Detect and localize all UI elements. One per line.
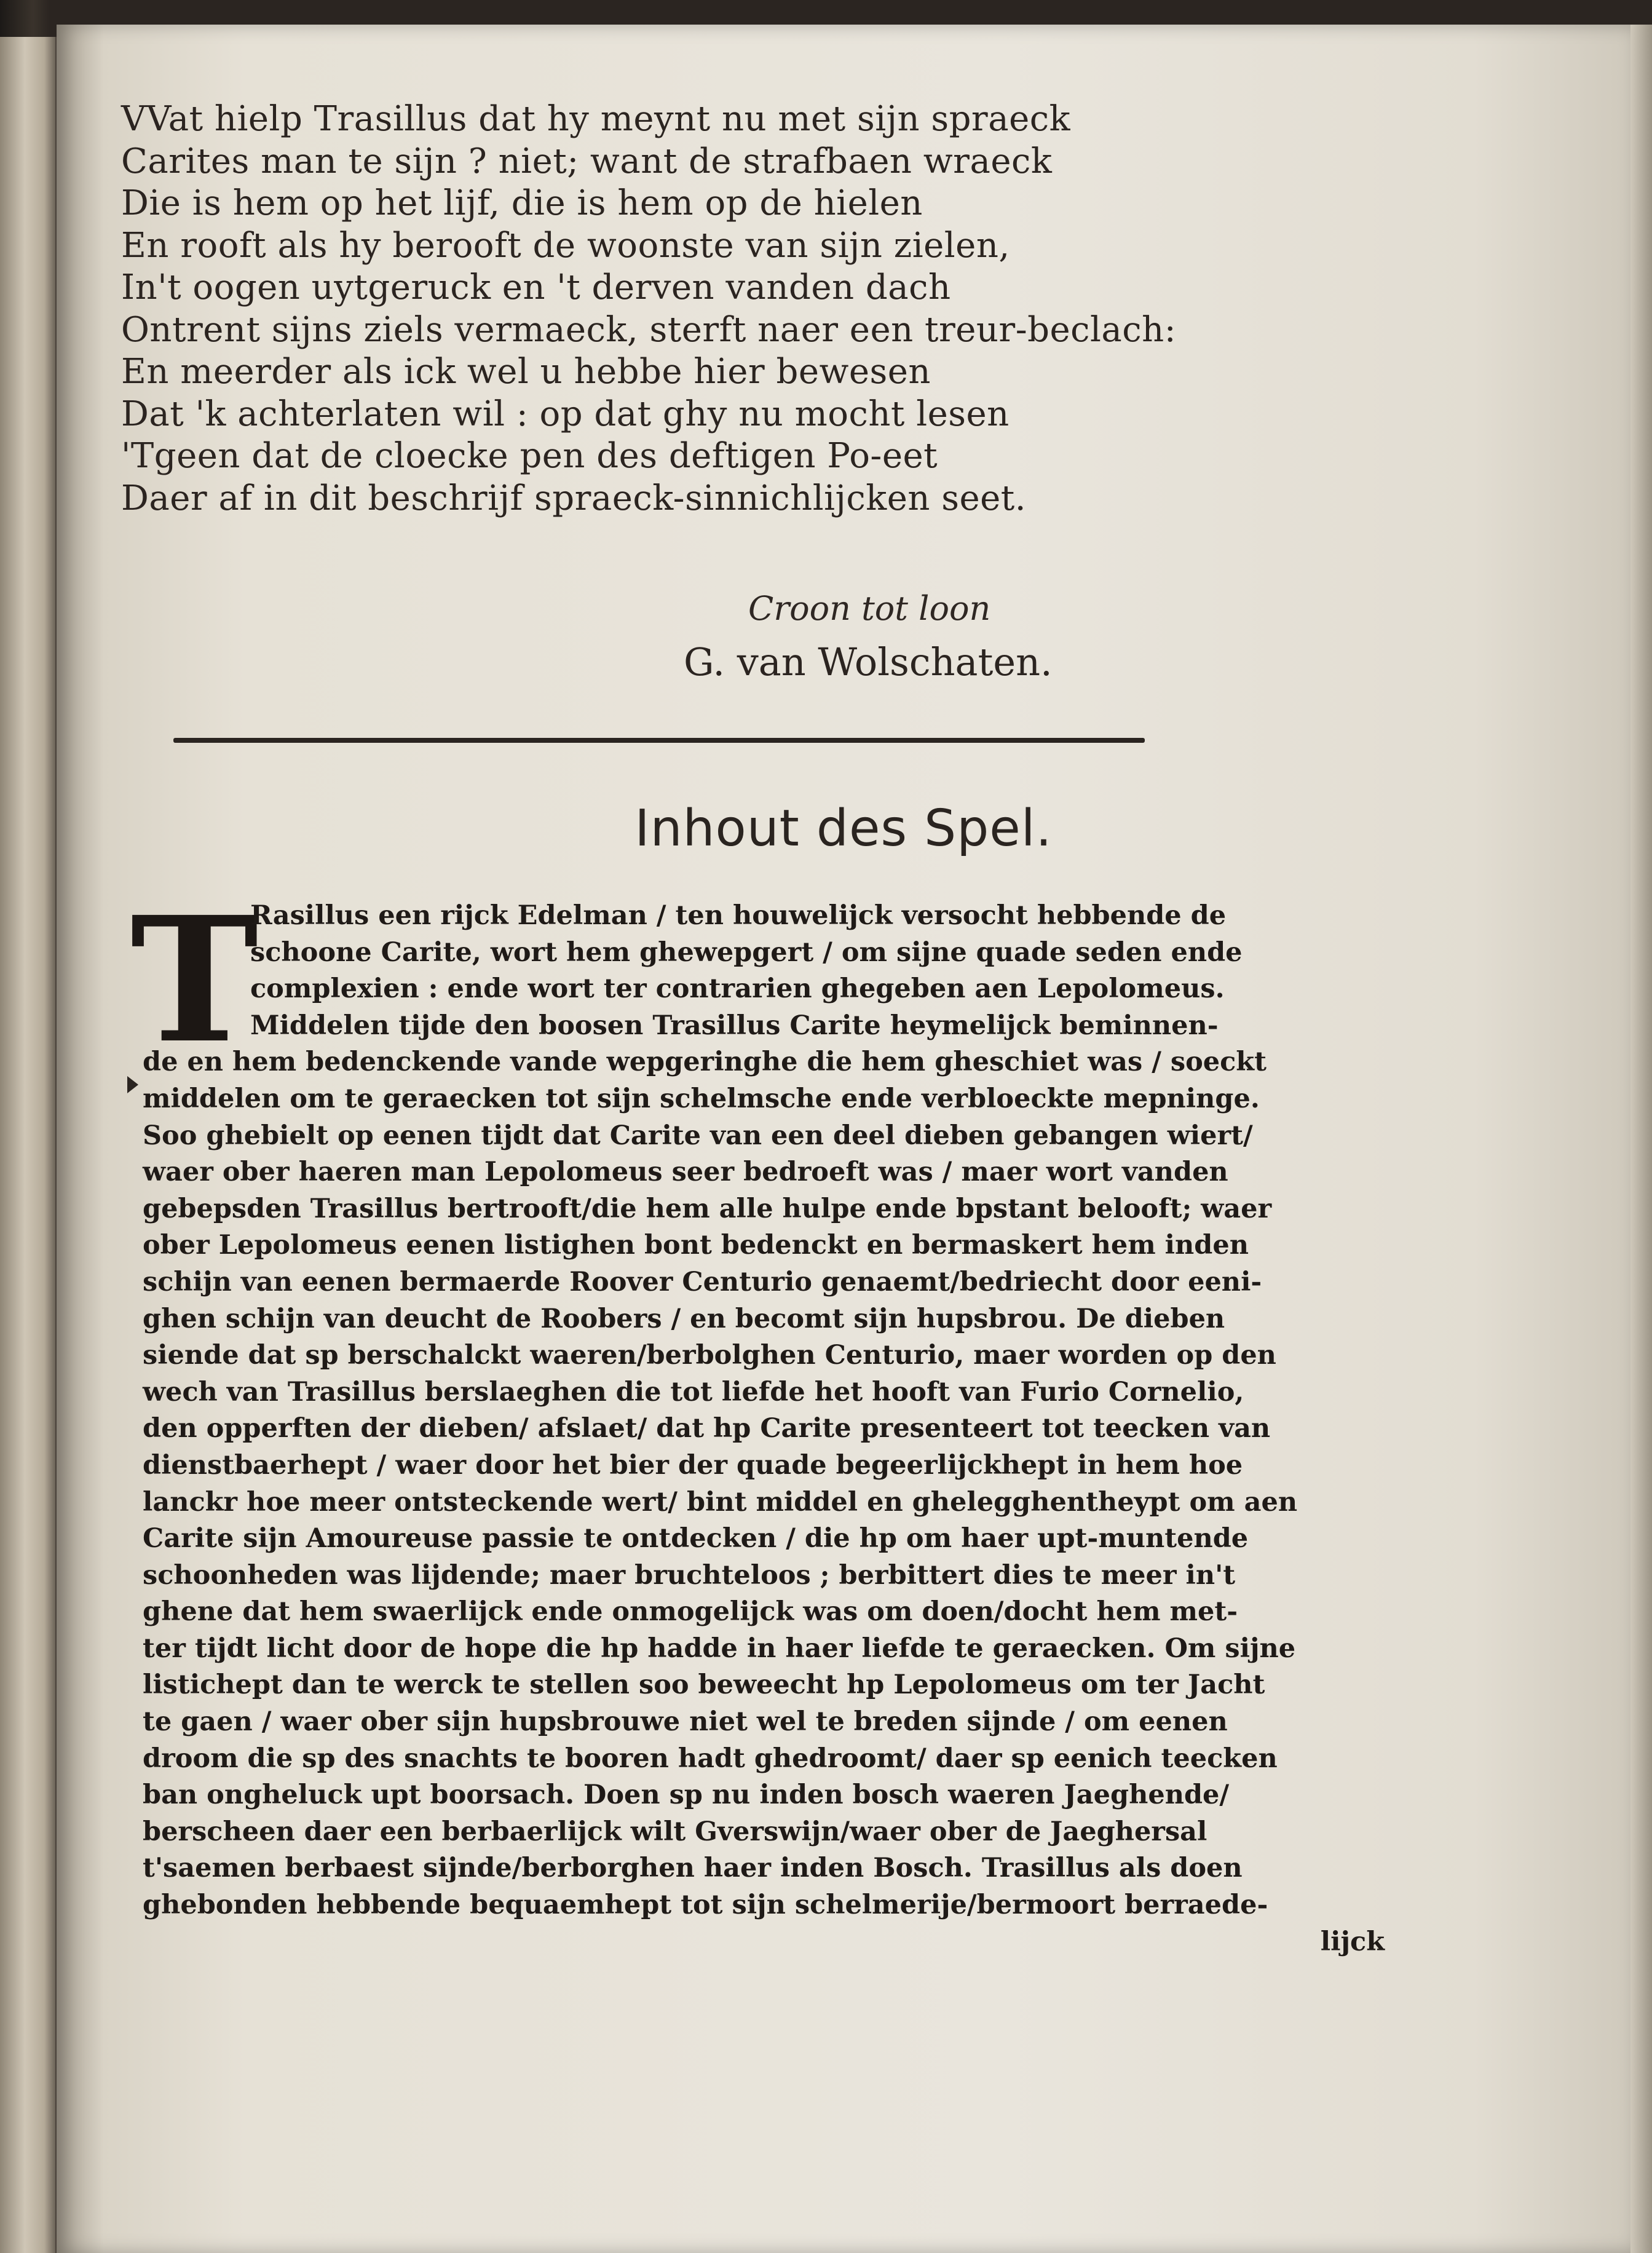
summary-line: berscheen daer een berbaerlijck wilt Gverswijn/waer ober de Jaeghersal bbox=[143, 1816, 1207, 1847]
summary-line: listichept dan te werck te stellen soo beweecht hp Lepolomeus om ter Jacht bbox=[143, 1669, 1265, 1701]
summary-line: schijn van eenen bermaerde Roover Centurio genaemt/bedriecht door eeni- bbox=[143, 1266, 1262, 1297]
summary-line: waer ober haeren man Lepolomeus seer bedroeft was / maer wort vanden bbox=[143, 1157, 1228, 1188]
verse-line: Carites man te sijn ? niet; want de strafbaen wraeck bbox=[121, 141, 1053, 181]
summary-catchword: lijck bbox=[1320, 1926, 1385, 1957]
summary-line: ghebonden hebbende bequaemhept tot sijn schelmerije/bermoort berraede- bbox=[143, 1890, 1268, 1921]
margin-pointer-icon bbox=[127, 1076, 138, 1093]
verse-line: 'Tgeen dat de cloecke pen des deftigen Po-eet bbox=[121, 436, 938, 476]
signature-motto: Croon tot loon bbox=[748, 589, 991, 628]
verse-line: Die is hem op het lijf, die is hem op de hielen bbox=[121, 183, 923, 223]
summary-line: schoonheden was lijdende; maer bruchteloos ; berbittert dies te meer in't bbox=[143, 1559, 1236, 1591]
summary-line: complexien : ende wort ter contrarien ghegeben aen Lepolomeus. bbox=[250, 973, 1225, 1005]
verse-line: En meerder als ick wel u hebbe hier bewesen bbox=[121, 352, 931, 392]
verse-line: VVat hielp Trasillus dat hy meynt nu met sijn spraeck bbox=[121, 99, 1071, 139]
summary-line: lanckr hoe meer ontsteckende wert/ bint middel en ghelegghentheypt om aen bbox=[143, 1486, 1298, 1518]
verse-line: Daer af in dit beschrijf spraeck-sinnichlijcken seet. bbox=[121, 478, 1027, 518]
horizontal-rule bbox=[173, 738, 1145, 743]
summary-line: Rasillus een rijck Edelman / ten houwelijck versocht hebbende de bbox=[250, 900, 1227, 931]
book-page bbox=[57, 25, 1630, 2253]
summary-line: schoone Carite, wort hem ghewepgert / om sijne quade seden ende bbox=[250, 936, 1243, 968]
summary-line: wech van Trasillus berslaeghen die tot liefde het hooft van Furio Cornelio, bbox=[143, 1376, 1244, 1408]
summary-line: dienstbaerhept / waer door het bier der quade begeerlijckhept in hem hoe bbox=[143, 1449, 1243, 1481]
summary-line: gebepsden Trasillus bertrooft/die hem alle hulpe ende bpstant belooft; waer bbox=[143, 1193, 1272, 1224]
verse-line: En rooft als hy berooft de woonste van sijn zielen, bbox=[121, 225, 1010, 266]
summary-line: te gaen / waer ober sijn hupsbrouwe niet wel te breden sijnde / om eenen bbox=[143, 1706, 1228, 1738]
verse-block bbox=[121, 98, 1474, 520]
summary-line: t'saemen berbaest sijnde/berborghen haer inden Bosch. Trasillus als doen bbox=[143, 1853, 1243, 1884]
summary-line: middelen om te geraecken tot sijn schelmsche ende verbloeckte mepninge. bbox=[143, 1083, 1260, 1114]
verse-line: Dat 'k achterlaten wil : op dat ghy nu mocht lesen bbox=[121, 394, 1010, 434]
drop-cap: T bbox=[130, 879, 259, 1082]
summary-line: ober Lepolomeus eenen listighen bont bedenckt en bermaskert hem inden bbox=[143, 1230, 1249, 1261]
summary-line: ghen schijn van deucht de Roobers / en becomt sijn hupsbrou. De dieben bbox=[143, 1303, 1225, 1334]
summary-line: ban ongheluck upt boorsach. Doen sp nu inden bosch waeren Jaeghende/ bbox=[143, 1780, 1230, 1811]
summary-line: ghene dat hem swaerlijck ende onmogelijck was om doen/docht hem met- bbox=[143, 1596, 1238, 1628]
summary-line: den opperften der dieben/ afslaet/ dat hp Carite presenteert tot teecken van bbox=[143, 1413, 1271, 1444]
summary-line: Carite sijn Amoureuse passie te ontdecken / die hp om haer upt-muntende bbox=[143, 1523, 1249, 1554]
summary-line: siende dat sp berschalckt waeren/berbolghen Centurio, maer worden op den bbox=[143, 1340, 1276, 1371]
verse-line: Ontrent sijns ziels vermaeck, sterft naer een treur-beclach: bbox=[121, 309, 1177, 350]
summary-line: droom die sp des snachts te booren hadt ghedroomt/ daer sp eenich teecken bbox=[143, 1743, 1278, 1774]
verse-line: In't oogen uytgeruck en 't derven vanden dach bbox=[121, 267, 951, 307]
summary-line: de en hem bedenckende vande wepgeringhe die hem gheschiet was / soeckt bbox=[143, 1047, 1267, 1078]
summary-line: Middelen tijde den boosen Trasillus Carite heymelijck beminnen- bbox=[250, 1010, 1219, 1041]
section-title: Inhout des Spel. bbox=[634, 799, 1053, 858]
right-page-edge bbox=[1630, 25, 1652, 2253]
summary-paragraph bbox=[143, 898, 1409, 1960]
summary-line: Soo ghebielt op eenen tijdt dat Carite van een deel dieben gebangen wiert/ bbox=[143, 1120, 1253, 1151]
signature-name: G. van Wolschaten. bbox=[684, 639, 1053, 684]
left-page-edge bbox=[0, 37, 57, 2253]
summary-line: ter tijdt licht door de hope die hp hadde in haer liefde te geraecken. Om sijne bbox=[143, 1633, 1296, 1664]
